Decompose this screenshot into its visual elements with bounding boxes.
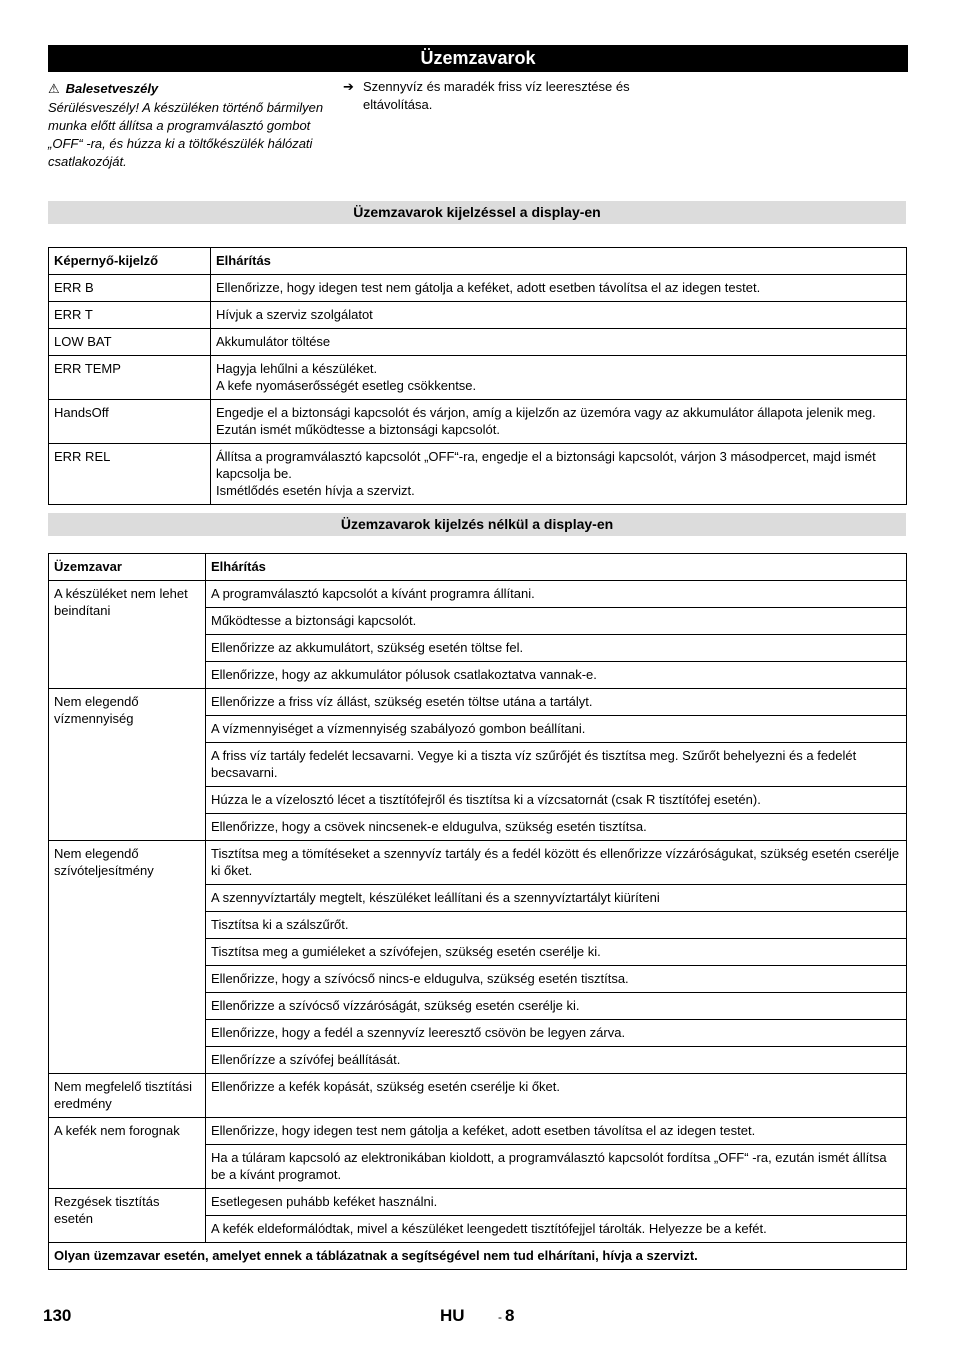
display-code: HandsOff — [49, 400, 211, 444]
remedy-text: Állítsa a programválasztó kapcsolót „OFF“-ra, engedje el a biztonsági kapcsolót, várjon 3 másodpercet, majd ismét kapcsolja be. Ismétlődés esetén hívja a szervizt. — [211, 444, 907, 505]
remedy-text: Tisztítsa meg a tömítéseket a szennyvíz tartály és a fedél között és ellenőrizze vízzáróságukat, szükség esetén cserélje ki őket. — [206, 841, 907, 885]
column-header-fault: Üzemzavar — [49, 554, 206, 581]
remedy-text: Engedje el a biztonsági kapcsolót és várjon, amíg a kijelzőn az üzemóra vagy az akkumulátor állapota jelenik meg. Ezután ismét működtesse a biztonsági kapcsolót. — [211, 400, 907, 444]
table-row — [49, 329, 907, 356]
section-title-no-display: Üzemzavarok kijelzés nélkül a display-en — [48, 513, 906, 536]
language-code: HU — [440, 1306, 465, 1325]
remedy-text: A kefék eldeformálódtak, mivel a készüléket leengedett tisztítófejjel tárolták. Helyezze be a kefét. — [206, 1216, 907, 1243]
table-row — [49, 444, 907, 505]
warning-triangle-icon: ⚠ — [48, 81, 60, 96]
table-row — [49, 302, 907, 329]
arrow-right-icon: ➔ — [343, 79, 354, 94]
section-title-display: Üzemzavarok kijelzéssel a display-en — [48, 201, 906, 224]
fault-name: A készüléket nem lehet beindítani — [49, 581, 206, 689]
remedy-text: Ellenőrízze a szívófej beállítását. — [206, 1047, 907, 1074]
remedy-text: Húzza le a vízelosztó lécet a tisztítófejről és tisztítsa ki a vízcsatornát (csak R tisztítófej esetén). — [206, 787, 907, 814]
remedy-text: Ha a túláram kapcsoló az elektronikában kioldott, a programválasztó kapcsolót fordítsa „OFF“ -ra, ezután ismét állítsa be a kívánt programot. — [206, 1145, 907, 1189]
remedy-text: A vízmennyiséget a vízmennyiség szabályozó gombon beállítani. — [206, 716, 907, 743]
column-header-remedy: Elhárítás — [211, 248, 907, 275]
warning-heading-row — [48, 80, 338, 98]
remedy-text: Esetlegesen puhább keféket használni. — [206, 1189, 907, 1216]
display-fault-table — [48, 247, 907, 505]
table-row — [49, 1074, 907, 1118]
table-row — [49, 275, 907, 302]
remedy-text: Ellenőrizze, hogy idegen test nem gátolja a keféket, adott esetben távolítsa el az idegen testet. — [211, 275, 907, 302]
display-code: LOW BAT — [49, 329, 211, 356]
warning-heading: Balesetveszély — [65, 81, 159, 96]
service-note: Olyan üzemzavar esetén, amelyet ennek a táblázatnak a segítségével nem tud elhárítani, hívja a szervizt. — [49, 1243, 907, 1270]
remedy-text: Ellenőrizze, hogy az akkumulátor pólusok csatlakoztatva vannak-e. — [206, 662, 907, 689]
display-code: ERR TEMP — [49, 356, 211, 400]
column-header-remedy: Elhárítás — [206, 554, 907, 581]
remedy-text: Működtesse a biztonsági kapcsolót. — [206, 608, 907, 635]
no-display-fault-table — [48, 553, 907, 1270]
fault-name: A kefék nem forognak — [49, 1118, 206, 1189]
page-title: Üzemzavarok — [48, 45, 908, 72]
remedy-text: Ellenőrizze, hogy idegen test nem gátolja a keféket, adott esetben távolítsa el az idegen testet. — [206, 1118, 907, 1145]
table-header-row — [49, 554, 907, 581]
remedy-text: Ellenőrizze, hogy a szívócső nincs-e eldugulva, szükség esetén tisztítsa. — [206, 966, 907, 993]
display-code: ERR T — [49, 302, 211, 329]
table-row — [49, 1189, 907, 1216]
fault-name: Rezgések tisztítás esetén — [49, 1189, 206, 1243]
warning-text: Sérülésveszély! A készüléken történő bármilyen munka előtt állítsa a programválasztó gombot „OFF“ -ra, és húzza ki a töltőkészülék hálózati csatlakozóját. — [48, 100, 324, 169]
remedy-text: Ellenőrizze az akkumulátort, szükség esetén töltse fel. — [206, 635, 907, 662]
remedy-text: Ellenőrizze a kefék kopását, szükség esetén cserélje ki őket. — [206, 1074, 907, 1118]
remedy-text: A programválasztó kapcsolót a kívánt programra állítani. — [206, 581, 907, 608]
table-row — [49, 581, 907, 608]
table-row — [49, 841, 907, 885]
remedy-text: Akkumulátor töltése — [211, 329, 907, 356]
step-text: Szennyvíz és maradék friss víz leeresztése és eltávolítása. — [363, 79, 630, 112]
remedy-text: Hagyja lehűlni a készüléket. A kefe nyomáserősségét esetleg csökkentse. — [211, 356, 907, 400]
warning-block — [48, 80, 338, 171]
table-row — [49, 1118, 907, 1145]
fault-name: Nem megfelelő tisztítási eredmény — [49, 1074, 206, 1118]
display-code: ERR B — [49, 275, 211, 302]
table-row — [49, 356, 907, 400]
step-instruction — [343, 78, 633, 114]
remedy-text: Tisztítsa meg a gumiéleket a szívófejen, szükség esetén cserélje ki. — [206, 939, 907, 966]
remedy-text: Ellenőrizze, hogy a fedél a szennyvíz leeresztő csövön be legyen zárva. — [206, 1020, 907, 1047]
table-row — [49, 689, 907, 716]
fault-name: Nem elegendő vízmennyiség — [49, 689, 206, 841]
table-row — [49, 400, 907, 444]
table-header-row — [49, 248, 907, 275]
table-footer-row — [49, 1243, 907, 1270]
remedy-text: Ellenőrizze a szívócső vízzáróságát, szükség esetén cserélje ki. — [206, 993, 907, 1020]
remedy-text: Ellenőrizze, hogy a csövek nincsenek-e eldugulva, szükség esetén tisztítsa. — [206, 814, 907, 841]
remedy-text: A szennyvíztartály megtelt, készüléket leállítani és a szennyvíztartályt kiüríteni — [206, 885, 907, 912]
sub-page-value: 8 — [505, 1306, 515, 1325]
page-dash: - — [498, 1310, 502, 1324]
remedy-text: Hívjuk a szerviz szolgálatot — [211, 302, 907, 329]
remedy-text: Ellenőrizze a friss víz állást, szükség esetén töltse utána a tartályt. — [206, 689, 907, 716]
remedy-text: Tisztítsa ki a szálszűrőt. — [206, 912, 907, 939]
display-code: ERR REL — [49, 444, 211, 505]
remedy-text: A friss víz tartály fedelét lecsavarni. Vegye ki a tiszta víz szűrőjét és tisztítsa meg. Szűrőt behelyezni és a fedelét becsavarni. — [206, 743, 907, 787]
column-header-display: Képernyő-kijelző — [49, 248, 211, 275]
sub-page-number — [498, 1306, 514, 1326]
fault-name: Nem elegendő szívóteljesítmény — [49, 841, 206, 1074]
page-number: 130 — [43, 1306, 72, 1325]
